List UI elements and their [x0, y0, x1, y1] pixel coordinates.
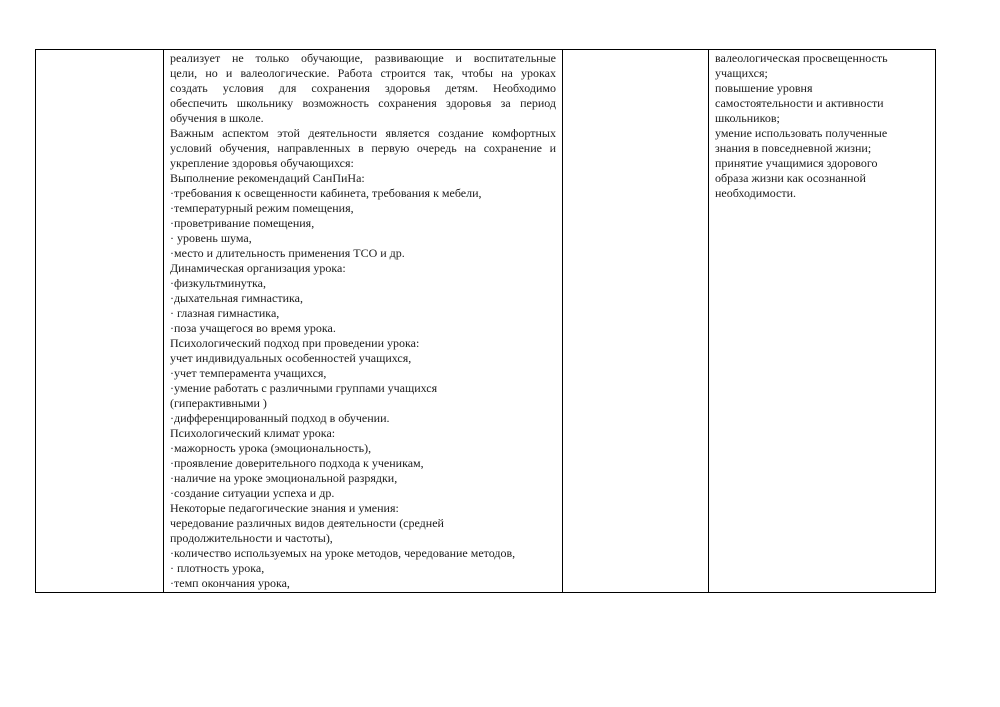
- table-cell-empty-1: [36, 50, 164, 593]
- text-line: условий обучения, направленных в первую очередь на сохранение и: [170, 141, 556, 155]
- text-line: создать условия для сохранения здоровья детям. Необходимо: [170, 81, 556, 95]
- text-line: ·температурный режим помещения,: [170, 201, 354, 215]
- text-line: обучения в школе.: [170, 111, 264, 125]
- methods-text: [164, 50, 562, 591]
- text-line: ·место и длительность применения ТСО и др.: [170, 246, 405, 260]
- text-line: ·умение работать с различными группами учащихся: [170, 381, 438, 395]
- text-line: школьников;: [715, 111, 780, 125]
- text-line: ·учет темперамента учащихся,: [170, 366, 327, 380]
- text-line: образа жизни как осознанной: [715, 171, 866, 185]
- text-line: валеологическая просвещенность: [715, 51, 888, 65]
- text-line: Динамическая организация урока:: [170, 261, 346, 275]
- text-line: ·дыхательная гимнастика,: [170, 291, 303, 305]
- text-line: умение использовать полученные: [715, 126, 888, 140]
- text-line: Выполнение рекомендаций СанПиНа:: [170, 171, 365, 185]
- text-line: ·дифференцированный подход в обучении.: [170, 411, 390, 425]
- text-line: цели, но и валеологические. Работа строится так, чтобы на уроках: [170, 66, 556, 80]
- text-line: учет индивидуальных особенностей учащихся,: [170, 351, 412, 365]
- table-cell-results: [709, 50, 936, 593]
- text-line: продолжительности и частоты),: [170, 531, 333, 545]
- text-line: Важным аспектом этой деятельности является создание комфортных: [170, 126, 556, 140]
- table-row: [36, 50, 936, 593]
- text-line: · плотность урока,: [170, 561, 265, 575]
- text-line: обеспечить школьнику возможность сохранения здоровья за период: [170, 96, 556, 110]
- text-line: самостоятельности и активности: [715, 96, 884, 110]
- text-line: ·требования к освещенности кабинета, требования к мебели,: [170, 186, 482, 200]
- text-line: принятие учащимися здорового: [715, 156, 878, 170]
- table-cell-methods: [164, 50, 563, 593]
- table-cell-empty-3: [563, 50, 709, 593]
- results-text: [709, 50, 935, 201]
- text-line: ·создание ситуации успеха и др.: [170, 486, 335, 500]
- document-table: [35, 49, 936, 593]
- text-line: чередование различных видов деятельности (средней: [170, 516, 444, 530]
- text-line: укрепление здоровья обучающихся:: [170, 156, 354, 170]
- text-line: · глазная гимнастика,: [170, 306, 280, 320]
- text-line: ·физкультминутка,: [170, 276, 266, 290]
- text-line: ·мажорность урока (эмоциональность),: [170, 441, 372, 455]
- text-line: Психологический климат урока:: [170, 426, 336, 440]
- text-line: Некоторые педагогические знания и умения:: [170, 501, 399, 515]
- text-line: ·темп окончания урока,: [170, 576, 290, 590]
- text-line: Психологический подход при проведении урока:: [170, 336, 420, 350]
- text-line: знания в повседневной жизни;: [715, 141, 872, 155]
- text-line: ·количество используемых на уроке методов, чередование методов,: [170, 546, 516, 560]
- text-line: ·наличие на уроке эмоциональной разрядки,: [170, 471, 398, 485]
- text-line: учащихся;: [715, 66, 768, 80]
- text-line: повышение уровня: [715, 81, 813, 95]
- text-line: реализует не только обучающие, развивающие и воспитательные: [170, 51, 556, 65]
- text-line: ·проявление доверительного подхода к ученикам,: [170, 456, 424, 470]
- text-line: · уровень шума,: [170, 231, 252, 245]
- text-line: ·поза учащегося во время урока.: [170, 321, 336, 335]
- text-line: необходимости.: [715, 186, 797, 200]
- text-line: (гиперактивными ): [170, 396, 267, 410]
- text-line: ·проветривание помещения,: [170, 216, 315, 230]
